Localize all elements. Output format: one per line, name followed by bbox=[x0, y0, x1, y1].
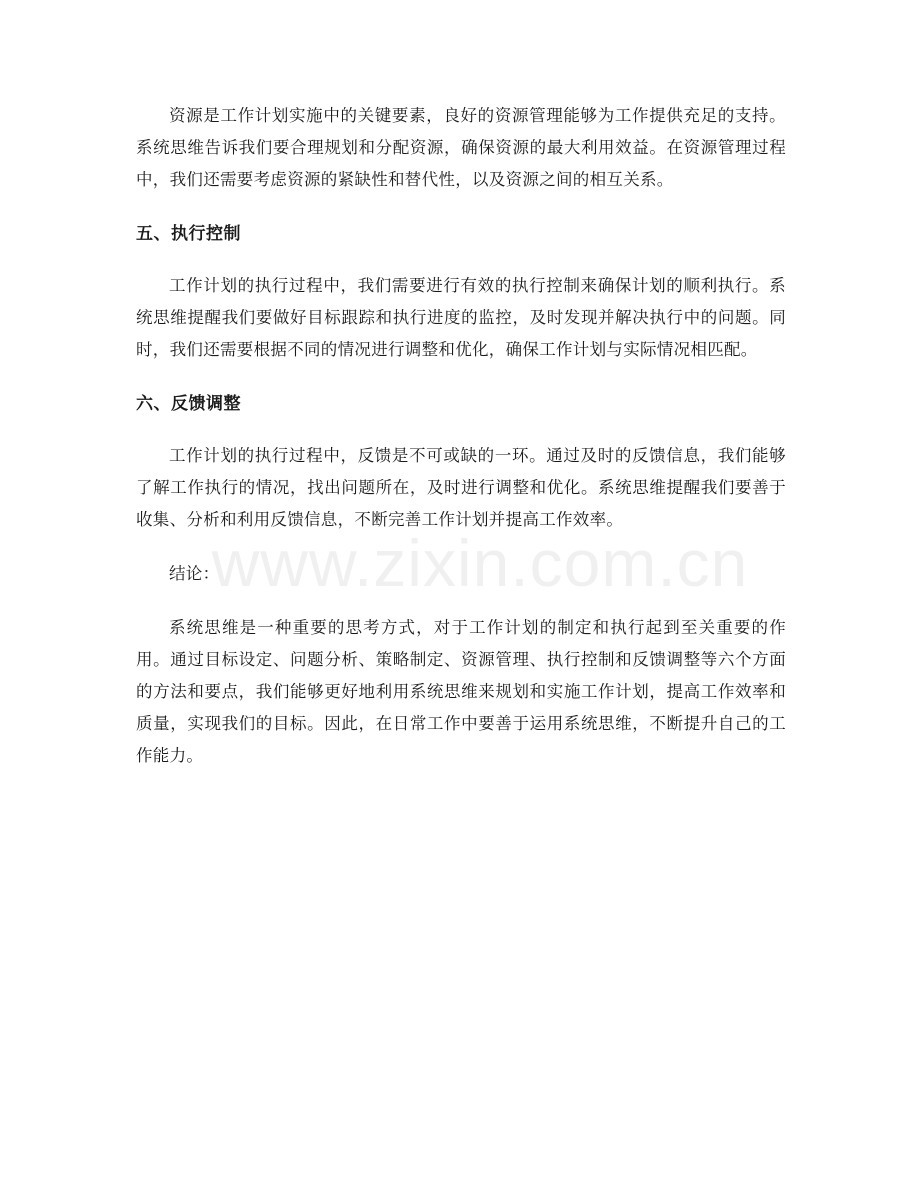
watermark: www.zixin.com.cn bbox=[211, 526, 749, 600]
paragraph-conclusion: 系统思维是一种重要的思考方式，对于工作计划的制定和执行起到至关重要的作用。通过目标设定、问题分析、策略制定、资源管理、执行控制和反馈调整等六个方面的方法和要点，我们能够更好地利用系统思维来规划和实施工作计划，提高工作效率和质量，实现我们的目标。因此，在日常工作中要善于运用系统思维，不断提升自己的工作能力。 bbox=[136, 618, 786, 765]
heading-feedback-adjustment: 六、反馈调整 bbox=[136, 394, 241, 414]
conclusion-label: 结论： bbox=[169, 564, 220, 583]
document-body bbox=[136, 100, 786, 772]
paragraph-execution-control: 工作计划的执行过程中，我们需要进行有效的执行控制来确保计划的顺利执行。系统思维提醒我们要做好目标跟踪和执行进度的监控，及时发现并解决执行中的问题。同时，我们还需要根据不同的情况进行调整和优化，确保工作计划与实际情况相匹配。 bbox=[136, 276, 786, 359]
heading-execution-control: 五、执行控制 bbox=[136, 224, 241, 244]
paragraph-resources: 资源是工作计划实施中的关键要素，良好的资源管理能够为工作提供充足的支持。系统思维告诉我们要合理规划和分配资源，确保资源的最大利用效益。在资源管理过程中，我们还需要考虑资源的紧缺性和替代性，以及资源之间的相互关系。 bbox=[136, 106, 786, 189]
paragraph-feedback-adjustment: 工作计划的执行过程中，反馈是不可或缺的一环。通过及时的反馈信息，我们能够了解工作执行的情况，找出问题所在，及时进行调整和优化。系统思维提醒我们要善于收集、分析和利用反馈信息，不断完善工作计划并提高工作效率。 bbox=[136, 446, 786, 529]
